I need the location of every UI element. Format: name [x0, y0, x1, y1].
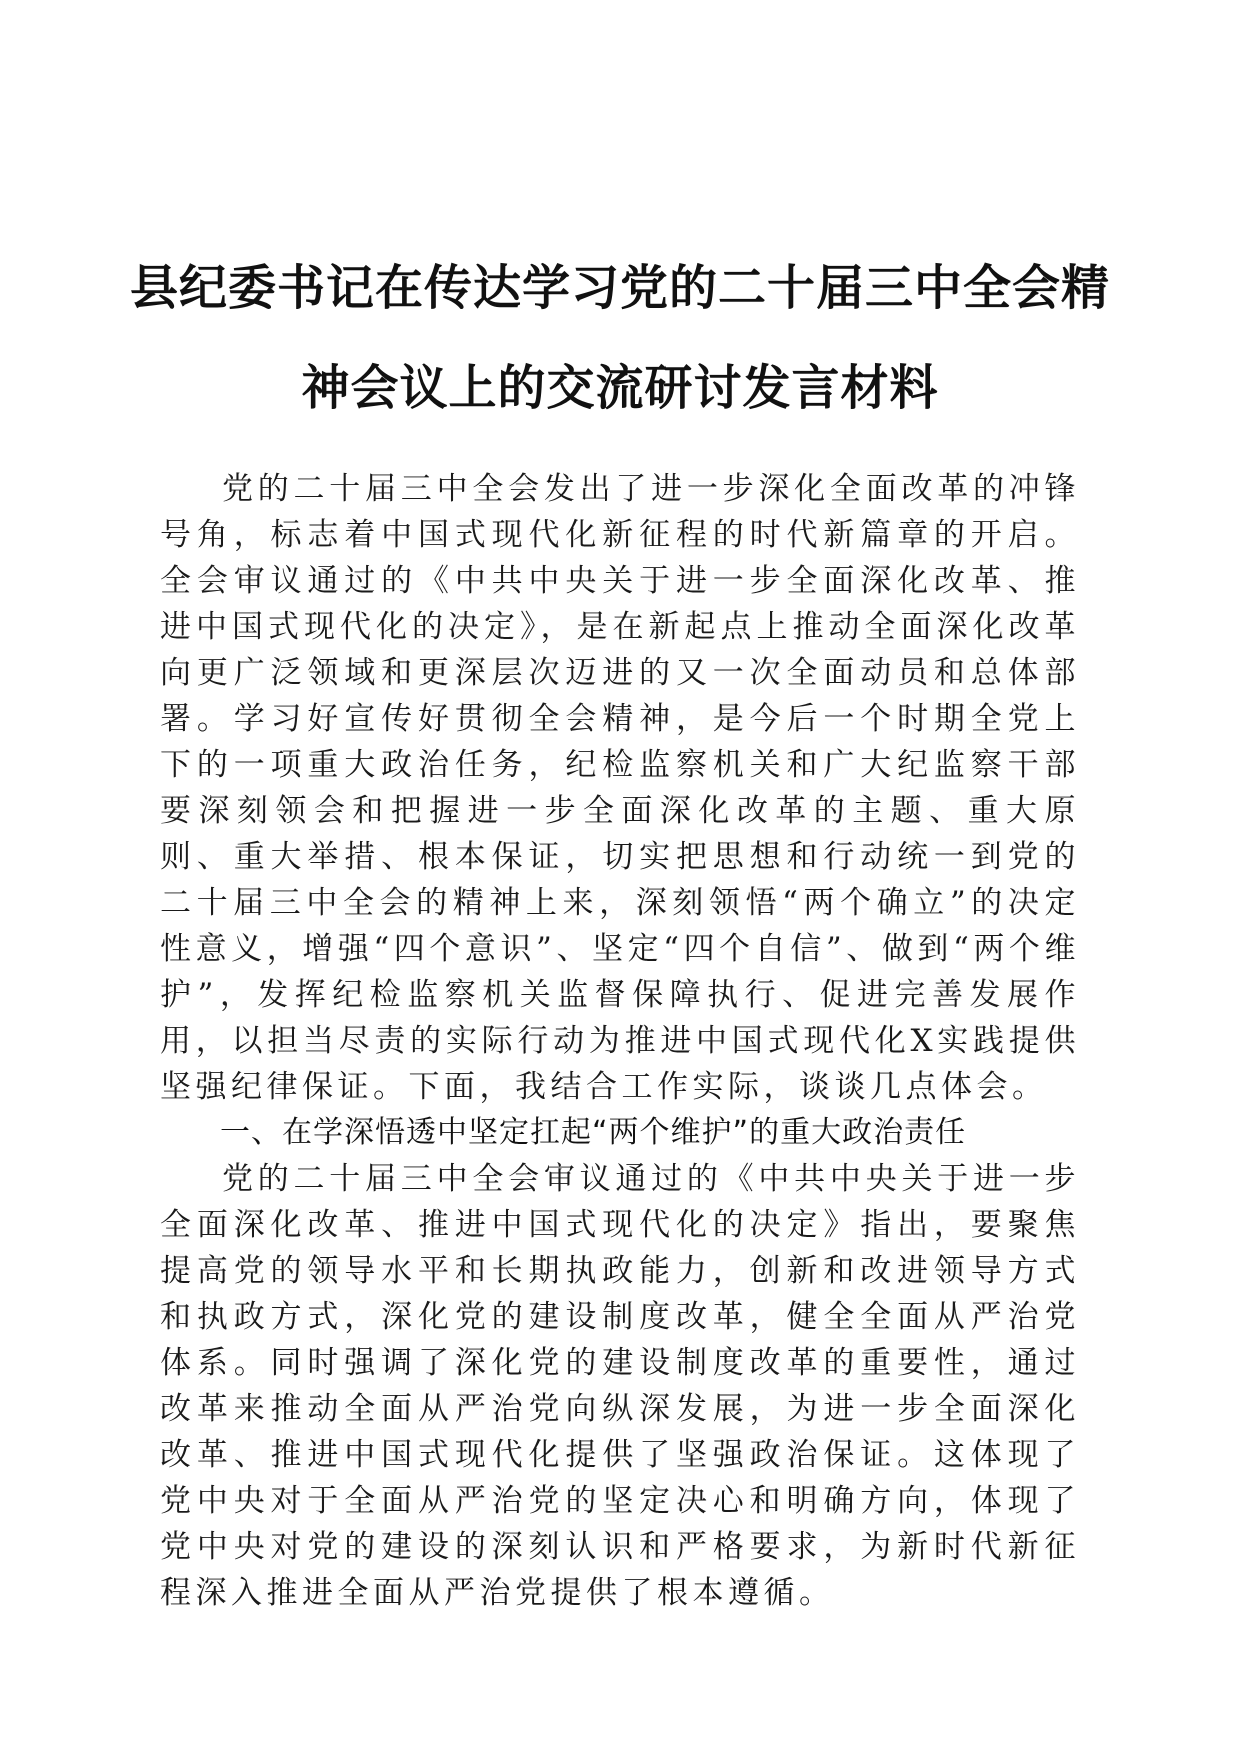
document-title [120, 238, 1120, 438]
intro-paragraph: 党的二十届三中全会发出了进一步深化全面改革的冲锋号角，标志着中国式现代化新征程的时代新篇章的开启。全会审议通过的《中共中央关于进一步全面深化改革、推进中国式现代化的决定》，是在新起点上推动全面深化改革向更广泛领域和更深层次迈进的又一次全面动员和总体部署。学习好宣传好贯彻全会精神，是今后一个时期全党上下的一项重大政治任务，纪检监察机关和广大纪监察干部要深刻领会和把握进一步全面深化改革的主题、重大原则、重大举措、根本保证，切实把思想和行动统一到党的二十届三中全会的精神上来，深刻领悟“两个确立”的决定性意义，增强“四个意识”、坚定“四个自信”、做到“两个维护”，发挥纪检监察机关监督保障执行、促进完善发展作用，以担当尽责的实际行动为推进中国式现代化X实践提供坚强纪律保证。下面，我结合工作实际，谈谈几点体会。 [160, 471, 1080, 1105]
section-heading-1: 一、在学深悟透中坚定扛起“两个维护”的重大政治责任 [220, 1115, 967, 1150]
document-body [160, 466, 1080, 1616]
section-1-paragraph: 党的二十届三中全会审议通过的《中共中央关于进一步全面深化改革、推进中国式现代化的决定》指出，要聚焦提高党的领导水平和长期执政能力，创新和改进领导方式和执政方式，深化党的建设制度改革，健全全面从严治党体系。同时强调了深化党的建设制度改革的重要性，通过改革来推动全面从严治党向纵深发展，为进一步全面深化改革、推进中国式现代化提供了坚强政治保证。这体现了党中央对于全面从严治党的坚定决心和明确方向，体现了党中央对党的建设的深刻认识和严格要求，为新时代新征程深入推进全面从严治党提供了根本遵循。 [160, 1161, 1080, 1611]
title-line-2: 神会议上的交流研讨发言材料 [301, 360, 939, 416]
title-line-1: 县纪委书记在传达学习党的二十届三中全会精 [129, 260, 1110, 316]
